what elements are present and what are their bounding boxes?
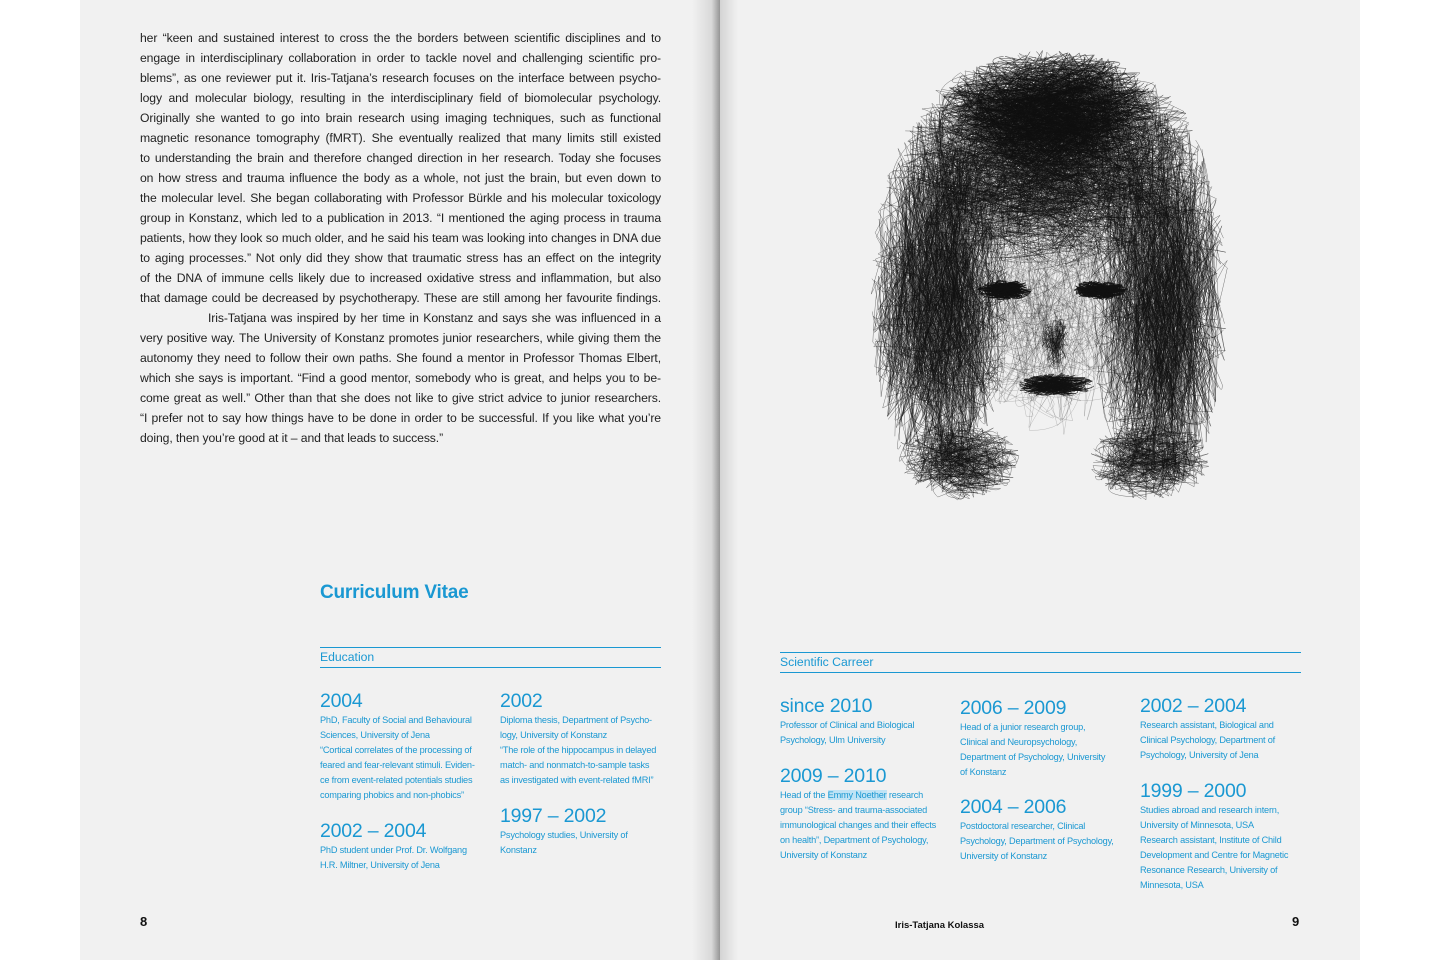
cv-entry-year: 2006 – 2009 — [960, 697, 1067, 719]
body-text-line: doing, then you’re good at it – and that leads to success.” — [140, 431, 444, 445]
cv-entry-line: as investigated with event-related fMRI” — [500, 775, 654, 785]
cv-entry — [1140, 780, 1308, 893]
cv-entry-description — [1140, 718, 1308, 763]
cv-entry-line: ce from event-related potentials studies — [320, 775, 473, 785]
cv-entry-line: University of Minnesota, USA — [1140, 820, 1254, 830]
body-text-line: the molecular level. She began collaborating with Professor Bürkle and his molecular toxicology — [140, 191, 661, 205]
cv-entry-line: “Cortical correlates of the processing of — [320, 745, 472, 755]
left-page — [80, 0, 720, 960]
cv-entry-description — [780, 718, 948, 748]
cv-entry-line: Resonance Research, University of — [1140, 865, 1278, 875]
right-page — [720, 0, 1360, 960]
cv-entry-line: logy, University of Konstanz — [500, 730, 608, 740]
cv-entry-line: Psychology, Ulm University — [780, 735, 886, 745]
cv-entry-year: 2009 – 2010 — [780, 765, 887, 787]
cv-entry-year: 2002 – 2004 — [320, 820, 427, 842]
cv-entry-line: PhD student under Prof. Dr. Wolfgang — [320, 845, 467, 855]
cv-entry-line: “The role of the hippocampus in delayed — [500, 745, 657, 755]
body-text-line: very positive way. The University of Konstanz promotes junior researchers, while giving them the — [140, 331, 661, 345]
portrait-scribble-illustration — [820, 40, 1260, 510]
cv-entry-line: on health”, Department of Psychology, — [780, 835, 929, 845]
cv-entry-line: comparing phobics and non-phobics” — [320, 790, 464, 800]
body-text-line: group in Konstanz, which led to a publication in 2013. “I mentioned the aging process in trauma — [140, 211, 661, 225]
cv-entry-line: Research assistant, Biological and — [1140, 720, 1274, 730]
cv-entry — [320, 690, 488, 803]
cv-entry-description — [320, 843, 488, 873]
body-text-line: Iris-Tatjana was inspired by her time in Konstanz and says she was influenced in a — [208, 311, 661, 325]
cv-entry-description — [320, 713, 488, 803]
cv-entry-line: Head of a junior research group, — [960, 722, 1086, 732]
cv-entry — [780, 695, 948, 748]
cv-entry-description — [1140, 803, 1308, 893]
cv-entry-line: Psychology, University of Jena — [1140, 750, 1259, 760]
body-text-line: that damage could be decreased by psychotherapy. These are still among her favourite findings. — [140, 291, 661, 305]
cv-entry-description — [500, 828, 668, 858]
body-text-line: patients, how they look so much older, and he said his team was looking into changes in DNA due — [140, 231, 661, 245]
body-text-line: come great as well.” Other than that she does not like to give strict advice to junior researchers. — [140, 391, 661, 405]
cv-entry-line: H.R. Miltner, University of Jena — [320, 860, 440, 870]
body-text-line: “I prefer not to say how things have to be done in order to be successful. If you like what you’re — [140, 411, 661, 425]
cv-entry-line: immunological changes and their effects — [780, 820, 936, 830]
cv-entry — [960, 697, 1128, 780]
gutter-shadow — [720, 0, 738, 960]
cv-entry-year: 2004 — [320, 690, 363, 712]
body-text-line: autonomy they need to follow their own paths. She found a mentor in Professor Thomas Elbert, — [140, 351, 661, 365]
cv-entry-year: 1997 – 2002 — [500, 805, 607, 827]
highlighted-text: Emmy Noether — [827, 790, 887, 800]
cv-entry-line: Department of Psychology, University — [960, 752, 1106, 762]
body-text-line: on how stress and trauma influence the body as a whole, not just the brain, but even down to — [140, 171, 661, 185]
education-section-label: Education — [320, 647, 661, 668]
cv-entry-description — [500, 713, 668, 788]
cv-entry — [960, 796, 1128, 864]
cv-entry-line: of Konstanz — [960, 767, 1007, 777]
cv-entry-line: Psychology, Department of Psychology, — [960, 836, 1114, 846]
cv-entry-description — [960, 720, 1128, 780]
body-text-line: to understanding the brain and therefore changed direction in her research. Today she focuses — [140, 151, 661, 165]
cv-entry — [500, 805, 668, 858]
cv-entry-year: 1999 – 2000 — [1140, 780, 1247, 802]
cv-entry-line: feared and fear-relevant stimuli. Eviden- — [320, 760, 475, 770]
cv-entry — [500, 690, 668, 788]
cv-entry-line: Diploma thesis, Department of Psycho- — [500, 715, 652, 725]
cv-entry — [780, 765, 948, 863]
cv-entry-year: since 2010 — [780, 695, 873, 717]
cv-entry-line: University of Konstanz — [960, 851, 1048, 861]
running-footer-name: Iris-Tatjana Kolassa — [895, 920, 985, 931]
cv-entry-line: Konstanz — [500, 845, 537, 855]
career-section-label: Scientific Carreer — [780, 652, 1301, 673]
body-text-line: engage in interdisciplinary collaboration in order to tackle novel and challenging scientific pro- — [140, 51, 661, 65]
cv-entry-line: Research assistant, Institute of Child — [1140, 835, 1282, 845]
cv-entry-description — [960, 819, 1128, 864]
cv-entry-line: Development and Centre for Magnetic — [1140, 850, 1289, 860]
cv-entry-line: Studies abroad and research intern, — [1140, 805, 1280, 815]
cv-entry-line: Professor of Clinical and Biological — [780, 720, 915, 730]
page-number-right: 9 — [1292, 914, 1300, 929]
cv-entry-line: Minnesota, USA — [1140, 880, 1204, 890]
body-text-line: Originally she wanted to go into brain research using imaging techniques, such as functional — [140, 111, 661, 125]
cv-entry-description — [780, 788, 948, 863]
cv-entry-line: match- and nonmatch-to-sample tasks — [500, 760, 650, 770]
gutter-shadow — [692, 0, 720, 960]
cv-entry-year: 2002 — [500, 690, 543, 712]
cv-entry-line: Head of the Emmy Noether research — [780, 790, 924, 800]
body-text-line: which she says is important. “Find a good mentor, somebody who is great, and helps you to be- — [140, 371, 661, 385]
cv-heading: Curriculum Vitae — [320, 582, 469, 603]
cv-entry-line: Psychology studies, University of — [500, 830, 628, 840]
cv-entry-line: Postdoctoral researcher, Clinical — [960, 821, 1086, 831]
body-text-line: magnetic resonance tomography (fMRT). She eventually realized that many limits still existed — [140, 131, 661, 145]
body-text-line: her “keen and sustained interest to cross the the borders between scientific disciplines and to — [140, 31, 661, 45]
body-text-line: to aging processes.” Not only did they show that traumatic stress has an effect on the integrity — [140, 251, 661, 265]
cv-entry-year: 2002 – 2004 — [1140, 695, 1247, 717]
cv-entry-year: 2004 – 2006 — [960, 796, 1067, 818]
page-number-left: 8 — [140, 914, 148, 929]
cv-entry-line: PhD, Faculty of Social and Behavioural — [320, 715, 472, 725]
body-text-line: of the DNA of immune cells likely due to increased oxidative stress and inflammation, but also — [140, 271, 661, 285]
cv-entry-line: Clinical Psychology, Department of — [1140, 735, 1275, 745]
cv-entry — [320, 820, 488, 873]
cv-entry-line: University of Konstanz — [780, 850, 868, 860]
cv-entry-line: Clinical and Neuropsychology, — [960, 737, 1078, 747]
cv-entry — [1140, 695, 1308, 763]
cv-entry-line: group “Stress- and trauma-associated — [780, 805, 928, 815]
body-text-line: blems”, as one reviewer put it. Iris-Tatjana’s research focuses on the interface between psycho- — [140, 71, 661, 85]
body-text-line: logy and molecular biology, resulting in the interdisciplinary field of biomolecular psychology. — [140, 91, 661, 105]
cv-entry-line: Sciences, University of Jena — [320, 730, 430, 740]
article-body-text — [140, 28, 661, 448]
